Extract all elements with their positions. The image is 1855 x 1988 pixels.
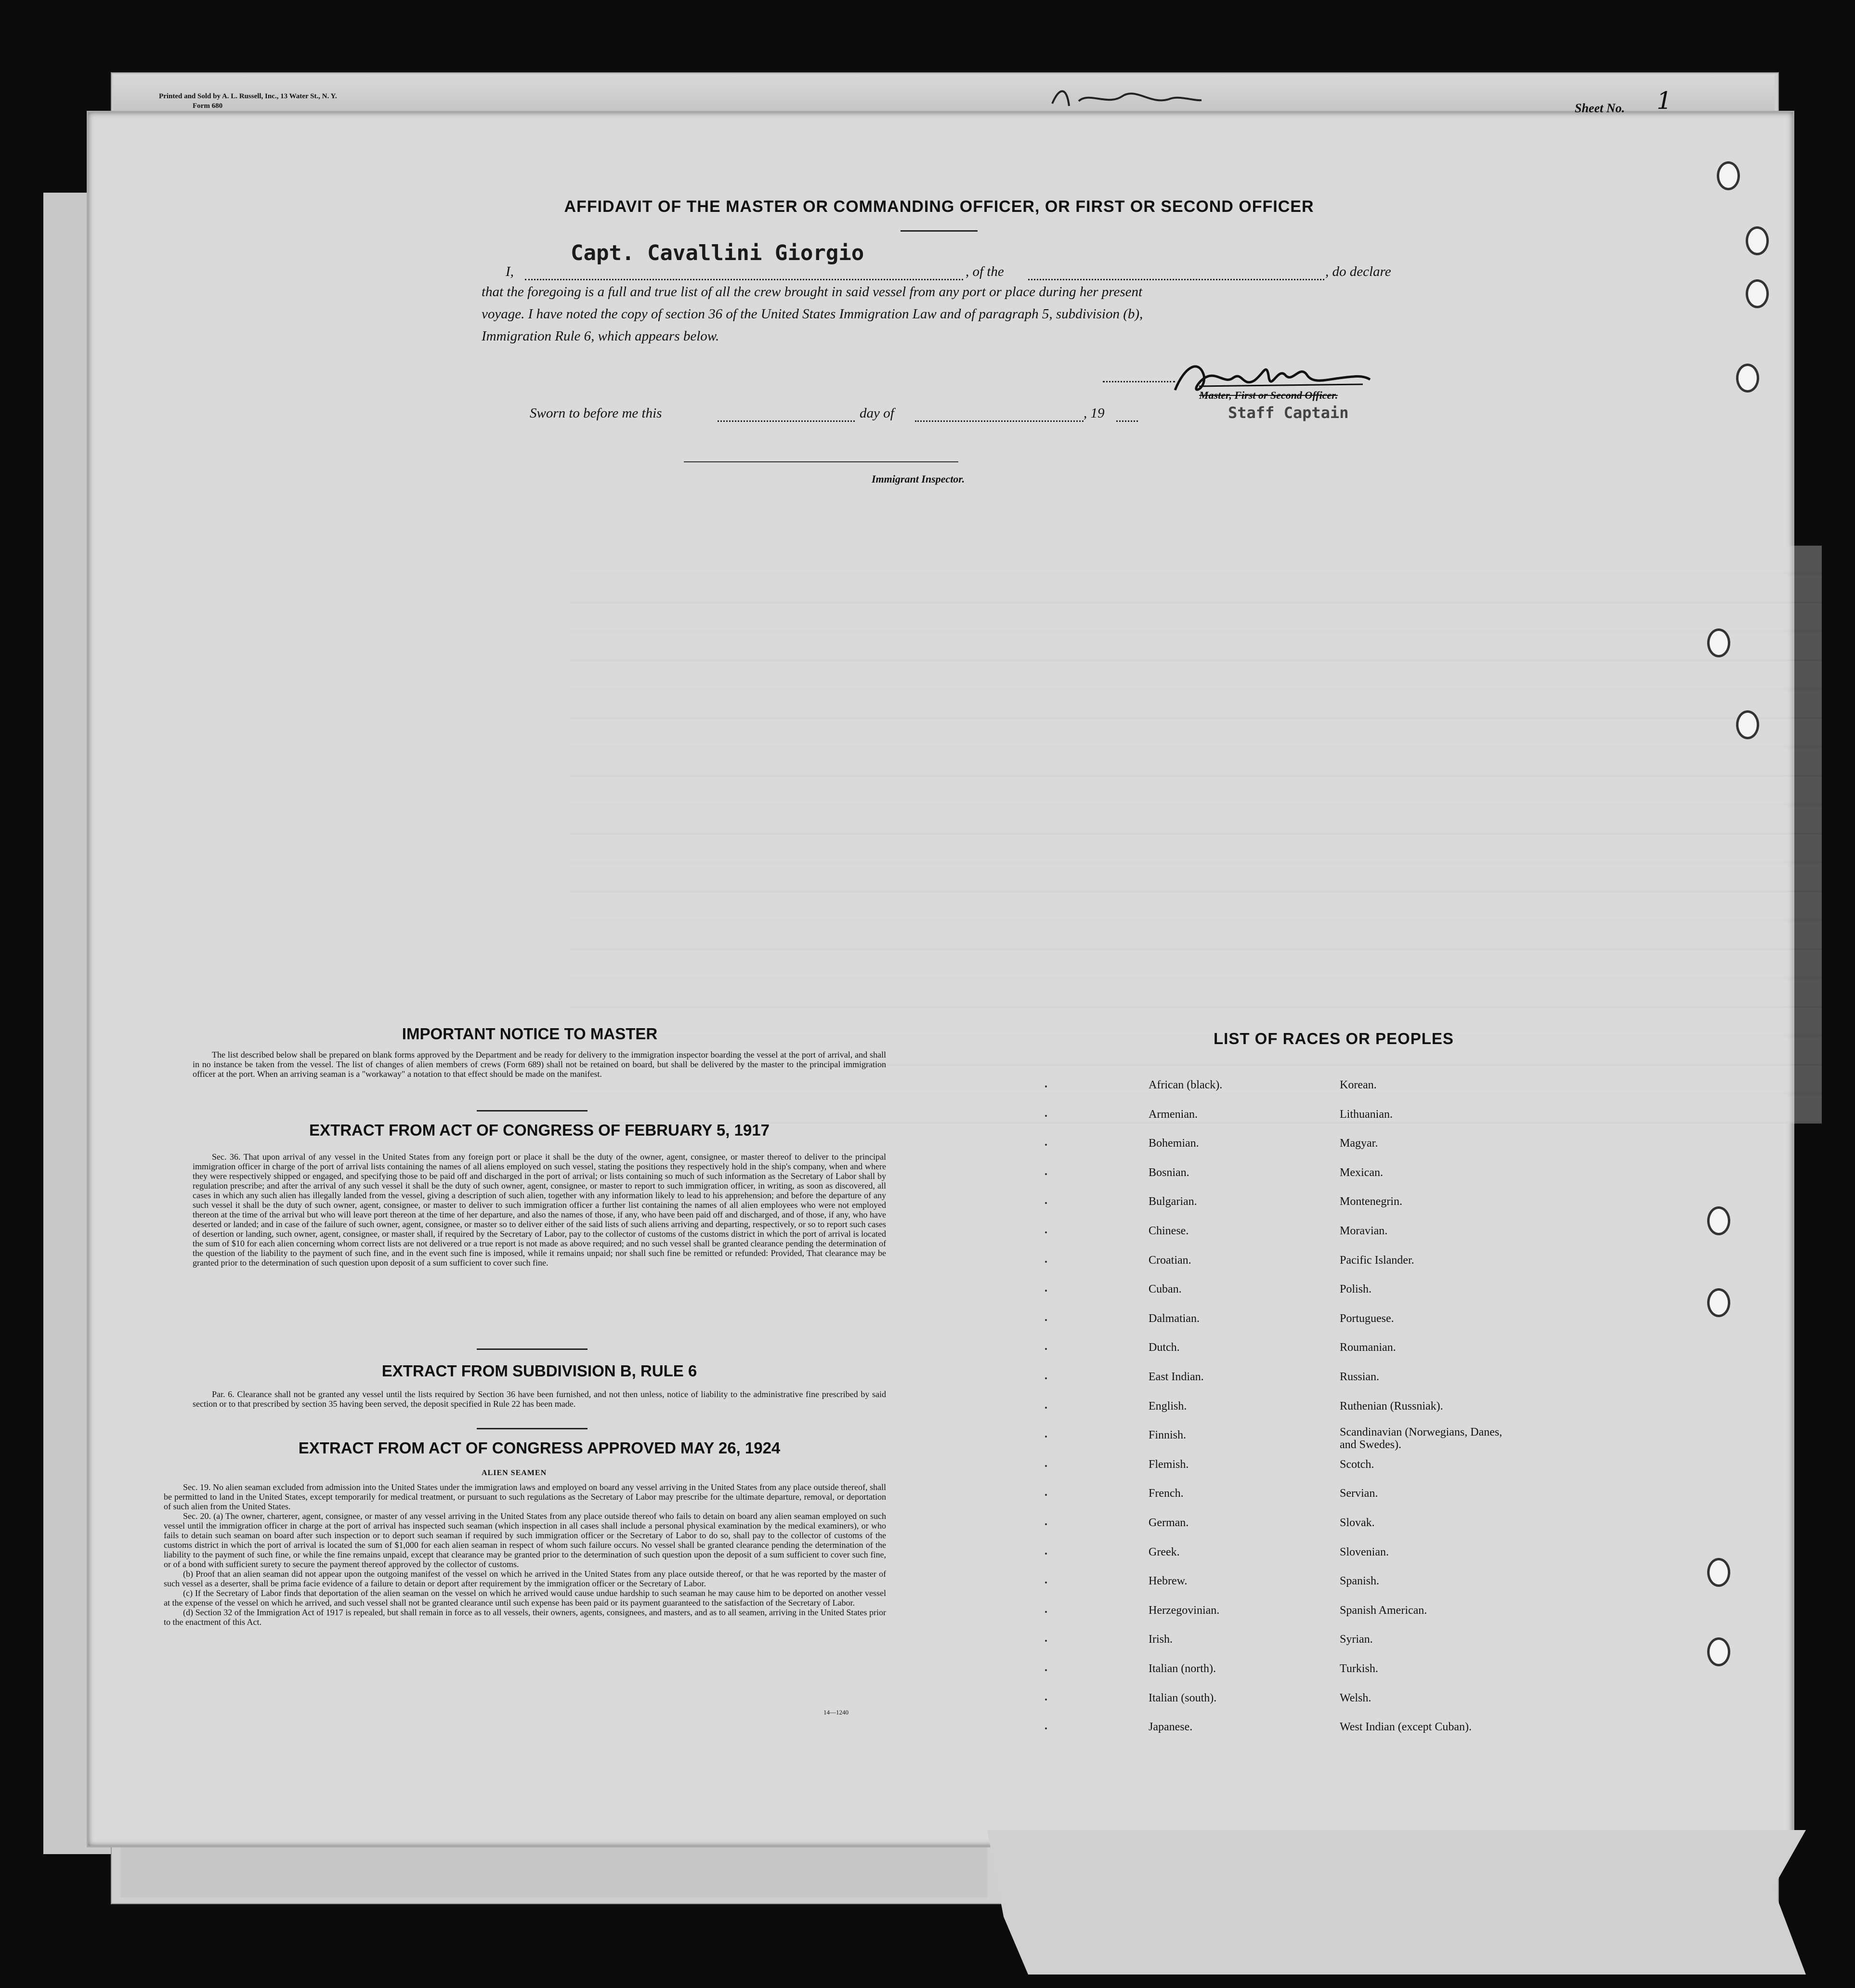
- binder-hole: [1707, 1558, 1730, 1587]
- race-entry: Japanese.: [1149, 1721, 1193, 1734]
- race-entry: Lithuanian.: [1340, 1108, 1393, 1121]
- race-entry: Slovenian.: [1340, 1545, 1389, 1558]
- race-entry: Polish.: [1340, 1283, 1372, 1296]
- race-entry: German.: [1149, 1517, 1189, 1529]
- race-entry: African (black).: [1149, 1079, 1223, 1091]
- race-bullet: [1045, 1261, 1047, 1263]
- sworn-label: Sworn to before me this: [530, 405, 662, 421]
- race-entry: Moravian.: [1340, 1225, 1388, 1237]
- act-1917-title: EXTRACT FROM ACT OF CONGRESS OF FEBRUARY 5, 1917: [309, 1121, 770, 1139]
- year-dotted-line: [1116, 420, 1138, 422]
- race-bullet: [1045, 1319, 1047, 1321]
- handwritten-scribble: [1050, 82, 1204, 111]
- race-entry: Flemish.: [1149, 1458, 1189, 1471]
- race-entry: Scotch.: [1340, 1458, 1374, 1471]
- section-rule: [477, 1428, 588, 1429]
- race-entry: Bohemian.: [1149, 1137, 1199, 1150]
- act-1924-sec20a: Sec. 20. (a) The owner, charterer, agent, consignee, or master of any vessel arriving in the United States from any place outside thereof who fails to detain on board any alien seaman employed on such vessel until the immigration officer in charge at the port of arrival has inspected such seaman (which inspection in all cases shall include a personal physical examination by the medical examiners), or who fails to detain such seaman on board after such inspection or to deport such seaman if required by such immigration officer or the Secretary of Labor to do so, shall pay to the collector of customs of the customs district in which the port of arrival is located the sum of $1,000 for each alien seaman in respect of whom such failure occurs. No vessel shall be granted clearance pending the determination of the liability to the payment of such fine, or while the fine remains unpaid, except that clearance may be granted prior to the determination of such question upon the deposit of a sum sufficient to cover such fine, or of a bond with sufficient surety to secure the payment thereof approved by the collector of customs.: [164, 1511, 886, 1569]
- race-entry: Turkish.: [1340, 1662, 1378, 1675]
- rule-6-title: EXTRACT FROM SUBDIVISION B, RULE 6: [381, 1362, 697, 1380]
- affidavit-i: I,: [506, 264, 514, 279]
- vessel-dotted-line: [1028, 278, 1324, 280]
- affidavit-do-declare: , do declare: [1325, 264, 1391, 279]
- act-1924-sec20c: (c) If the Secretary of Labor finds that deportation of the alien seaman on the vessel on which he arrived would cause undue hardship to such seaman he may cause him to be deported on another vessel at the expense of the vessel on which he arrived, and such vessel shall not be granted clearance until such expense has been paid or its payment guaranteed to the satisfaction of the Secretary of Labor.: [164, 1588, 886, 1608]
- form-number: Form 680: [193, 102, 223, 110]
- important-notice-paragraph: The list described below shall be prepared on blank forms approved by the Department and be ready for delivery to the immigration inspector boarding the vessel at the port of arrival, and shall in no instance be taken from the vessel. The list of changes of alien members of crews (Form 689) shall not be retained on board, but shall be delivered by the master to the principal immigration officer at the port. When an arriving seaman is a "workaway" a notation to that effect should be made on the manifest.: [193, 1050, 886, 1079]
- act-1917-paragraph: Sec. 36. That upon arrival of any vessel in the United States from any foreign port or place it shall be the duty of the owner, agent, consignee, or master thereof to deliver to the principal immigration officer in charge of the port of arrival lists containing the names of all aliens employed on such vessel, stating the positions they respectively hold in the ship's company, when and where they were respectively shipped or engaged, and specifying those to be paid off and discharged in the port of arrival; or lists containing so much of such information as the Secretary of Labor shall by regulation prescribe; and after the arrival of any such vessel it shall be the duty of such owner, agent, consignee, or master to report to such immigration officer, in writing, as soon as discovered, all cases in which any such alien has illegally landed from the vessel, giving a description of such alien, together with any information likely to lead to his apprehension; and before the departure of any such vessel it shall be the duty of such owner, agent, consignee, or master to deliver to such immigration officer a further list containing the names of all alien employees who were not employed thereon at the time of the arrival but who will leave port thereon at the time of her departure, and also the names of those, if any, who have been paid off and discharged, and of those, if any, who have deserted or landed; and in case of the failure of such owner, agent, consignee, or master so to deliver either of the said lists of such aliens arriving and departing, respectively, or so to report such cases of desertion or landing, such owner, agent, consignee, or master shall, if required by the Secretary of Labor, pay to the collector of customs of the customs district in which the port of arrival is located the sum of $10 for each alien concerning whom correct lists are not delivered or a true report is not made as above required; and no such vessel shall be granted clearance pending the determination of the question of the liability to the payment of such fine, and in the event such fine is imposed, while it remains unpaid; nor shall such fine be remitted or refunded: Provided, That clearance may be granted prior to the determination of such question upon deposit of a sum sufficient to cover such fine.: [193, 1152, 886, 1268]
- act-1924-title: EXTRACT FROM ACT OF CONGRESS APPROVED MAY 26, 1924: [298, 1439, 781, 1457]
- rule-6-text: [193, 1389, 886, 1409]
- race-entry: Herzegovinian.: [1149, 1604, 1220, 1617]
- form-code: 14—1240: [823, 1709, 849, 1716]
- inspector-label: Immigrant Inspector.: [872, 473, 965, 485]
- race-entry: Scandinavian (Norwegians, Danes, and Swedes).: [1340, 1426, 1502, 1452]
- race-bullet: [1045, 1553, 1047, 1555]
- race-bullet: [1045, 1231, 1047, 1233]
- important-notice-text: [193, 1050, 886, 1079]
- month-dotted-line: [915, 420, 1084, 422]
- section-rule: [477, 1348, 588, 1350]
- sheet-no-value: 1: [1657, 87, 1672, 115]
- affidavit-title: AFFIDAVIT OF THE MASTER OR COMMANDING OFFICER, OR FIRST OR SECOND OFFICER: [564, 197, 1314, 216]
- sworn-day-dotted-line: [718, 420, 855, 422]
- binder-hole: [1707, 1288, 1730, 1317]
- binder-hole: [1707, 1206, 1730, 1235]
- binder-hole: [1736, 710, 1759, 739]
- year-prefix: , 19: [1084, 405, 1105, 421]
- race-entry: Spanish American.: [1340, 1604, 1427, 1617]
- binder-hole: [1746, 226, 1769, 255]
- paper-scrap-left: [120, 1840, 987, 1897]
- alien-seamen-heading: ALIEN SEAMEN: [482, 1469, 547, 1477]
- affidavit-line-4: Immigration Rule 6, which appears below.: [482, 328, 719, 344]
- race-bullet: [1045, 1669, 1047, 1671]
- title-rule: [901, 230, 978, 232]
- staff-captain-stamp: Staff Captain: [1228, 404, 1349, 422]
- race-bullet: [1045, 1611, 1047, 1613]
- race-entry: Croatian.: [1149, 1254, 1191, 1267]
- race-bullet: [1045, 1377, 1047, 1379]
- sheet-no-label: Sheet No.: [1575, 101, 1625, 115]
- race-bullet: [1045, 1407, 1047, 1409]
- name-dotted-line: [525, 278, 963, 280]
- race-entry: Cuban.: [1149, 1283, 1182, 1296]
- race-entry: Dalmatian.: [1149, 1312, 1200, 1325]
- race-entry: Welsh.: [1340, 1691, 1372, 1704]
- officer-name: Capt. Cavallini Giorgio: [571, 241, 864, 265]
- race-entry: Syrian.: [1340, 1633, 1373, 1646]
- act-1924-sec19: Sec. 19. No alien seaman excluded from admission into the United States under the immigration laws and employed on board any vessel arriving in the United States from any place outside thereof, shall be permitted to land in the United States, except temporarily for medical treatment, or pursuant to such regulations as the Secretary of Labor may prescribe for the ultimate departure, removal, or deportation of such alien from the United States.: [164, 1482, 886, 1511]
- day-of-label: day of: [860, 405, 894, 421]
- race-entry: West Indian (except Cuban).: [1340, 1721, 1472, 1734]
- printer-line: Printed and Sold by A. L. Russell, Inc., 13 Water St., N. Y.: [159, 92, 337, 100]
- act-1917-text: [193, 1152, 886, 1268]
- race-entry: Magyar.: [1340, 1137, 1378, 1150]
- race-entry: French.: [1149, 1487, 1184, 1500]
- binder-hole: [1746, 279, 1769, 308]
- race-bullet: [1045, 1523, 1047, 1525]
- act-1924-sec20d: (d) Section 32 of the Immigration Act of 1917 is repealed, but shall remain in force as to all vessels, their owners, agents, consignees, and masters, and as to all seamen, arriving in the United States prior to the enactment of this Act.: [164, 1608, 886, 1627]
- race-entry: Montenegrin.: [1340, 1195, 1402, 1208]
- race-entry: Irish.: [1149, 1633, 1173, 1646]
- race-entry: Greek.: [1149, 1545, 1180, 1558]
- race-bullet: [1045, 1699, 1047, 1700]
- race-entry: Hebrew.: [1149, 1575, 1188, 1588]
- race-bullet: [1045, 1086, 1047, 1087]
- race-bullet: [1045, 1173, 1047, 1175]
- race-entry: Spanish.: [1340, 1575, 1380, 1588]
- race-entry: Bosnian.: [1149, 1166, 1189, 1179]
- race-bullet: [1045, 1115, 1047, 1117]
- act-1924-sec20b: (b) Proof that an alien seaman did not appear upon the outgoing manifest of the vessel on which he arrived in the United States from any place outside thereof, or that he was reported by the master of such vessel as a deserter, shall be prima facie evidence of a failure to detain or deport after requirement by the immigration officer or the Secretary of Labor.: [164, 1569, 886, 1588]
- important-notice-title: IMPORTANT NOTICE TO MASTER: [402, 1025, 658, 1043]
- race-entry: Bulgarian.: [1149, 1195, 1197, 1208]
- binder-hole: [1707, 628, 1730, 657]
- race-entry: Pacific Islander.: [1340, 1254, 1414, 1267]
- affidavit-line-3: voyage. I have noted the copy of section 36 of the United States Immigration Law and of paragraph 5, subdivision (b),: [482, 306, 1143, 322]
- race-entry: Roumanian.: [1340, 1341, 1396, 1354]
- race-entry: Chinese.: [1149, 1225, 1189, 1237]
- printer-imprint: [159, 92, 337, 111]
- race-entry: English.: [1149, 1399, 1187, 1413]
- binder-hole: [1707, 1637, 1730, 1666]
- races-title: LIST OF RACES OR PEOPLES: [1214, 1030, 1454, 1047]
- binder-hole: [1736, 364, 1759, 392]
- race-entry: Dutch.: [1149, 1341, 1180, 1354]
- binder-hole: [1717, 161, 1740, 190]
- section-rule: [477, 1110, 588, 1112]
- inspector-signature-line: [684, 461, 958, 462]
- signature-dotted-line: [1103, 380, 1175, 382]
- race-entry: Finnish.: [1149, 1429, 1187, 1442]
- signer-title: Master, First or Second Officer.: [1199, 389, 1338, 401]
- race-entry: Servian.: [1340, 1487, 1378, 1500]
- race-bullet: [1045, 1465, 1047, 1467]
- affidavit-of-the: , of the: [966, 264, 1004, 279]
- race-entry: Portuguese.: [1340, 1312, 1394, 1325]
- act-1924-text: [164, 1482, 886, 1627]
- race-entry: Armenian.: [1149, 1108, 1198, 1121]
- rule-6-paragraph: Par. 6. Clearance shall not be granted any vessel until the lists required by Section 36 have been furnished, and not then unless, notice of liability to the administrative fine prescribed by said section or to that prescribed by section 35 having been served, the deposit specified in Rule 22 has been made.: [193, 1389, 886, 1409]
- race-entry: Italian (north).: [1149, 1662, 1216, 1675]
- header-strip: [113, 75, 1775, 116]
- race-entry: Ruthenian (Russniak).: [1340, 1399, 1443, 1413]
- race-entry: Mexican.: [1340, 1166, 1383, 1179]
- race-entry: East Indian.: [1149, 1371, 1204, 1383]
- affidavit-line-2: that the foregoing is a full and true list of all the crew brought in said vessel from any port or place during her present: [482, 284, 1143, 300]
- race-entry: Korean.: [1340, 1079, 1377, 1091]
- race-entry: Russian.: [1340, 1371, 1380, 1383]
- race-entry: Italian (south).: [1149, 1691, 1217, 1704]
- paper-scrap-bottom: [987, 1830, 1806, 1975]
- race-entry: Slovak.: [1340, 1517, 1375, 1529]
